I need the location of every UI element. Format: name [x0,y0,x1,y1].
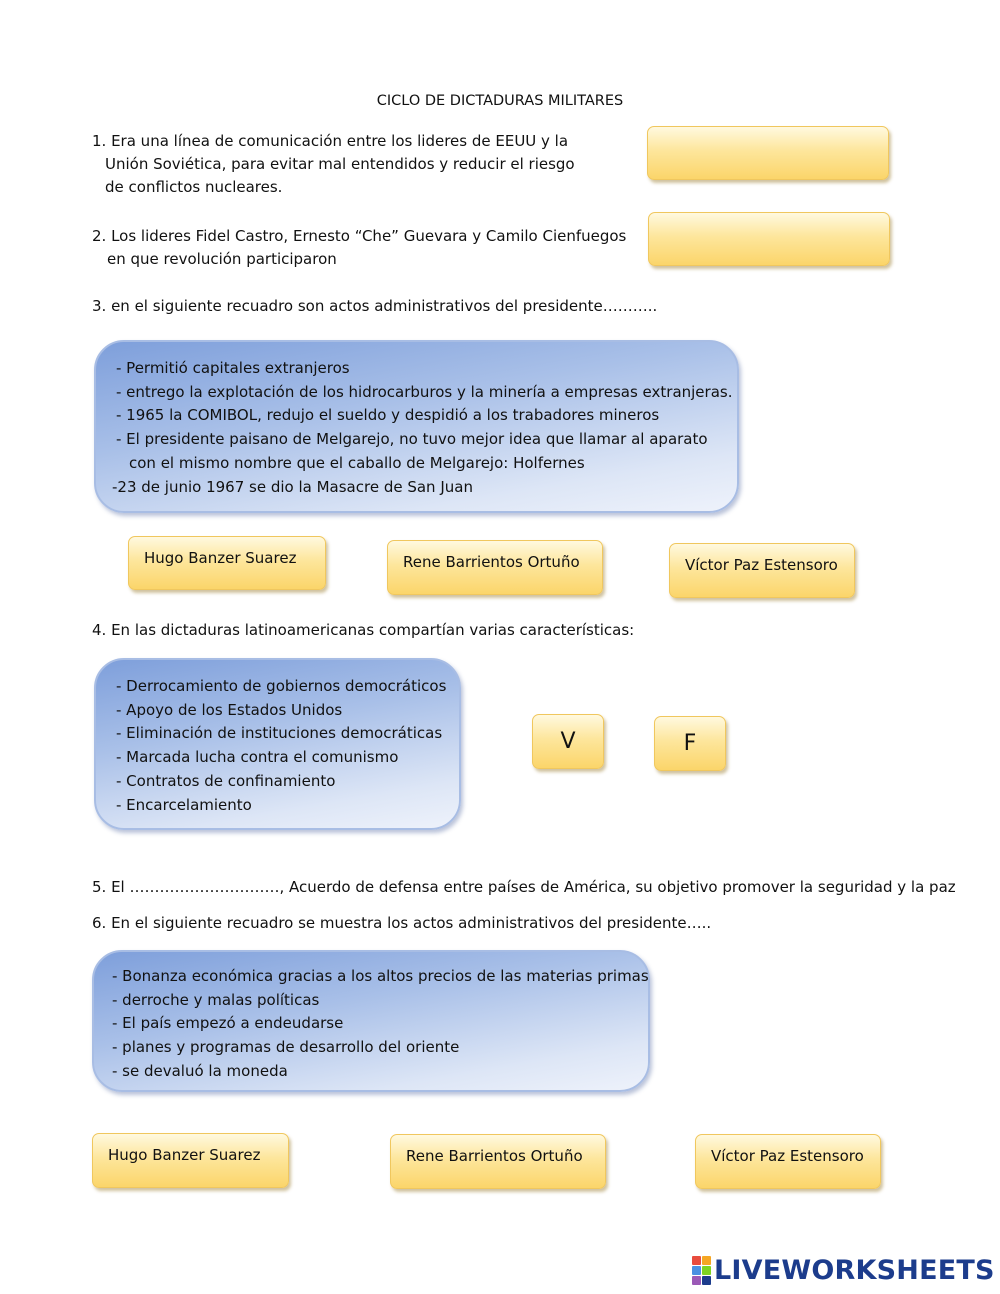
q6-info-box [92,950,650,1092]
q4-item: - Contratos de confinamiento [116,771,336,790]
q6-item: - El país empezó a endeudarse [112,1014,344,1033]
q3-item: - El presidente paisano de Melgarejo, no tuvo mejor idea que llamar al aparato [116,430,708,449]
q6-item: - se devaluó la moneda [112,1061,288,1080]
q3-option-barrientos[interactable]: Rene Barrientos Ortuño [387,540,603,595]
q4-item: - Marcada lucha contra el comunismo [116,748,399,767]
liveworksheets-wordmark: LIVEWORKSHEETS [714,1255,995,1286]
logo-mark-cell [692,1276,701,1285]
q3-item: - entrego la explotación de los hidrocarburos y la minería a empresas extranjeras. [116,382,733,401]
q4-false-button[interactable]: F [654,716,726,771]
q1-line-3: de conflictos nucleares. [105,178,283,196]
q3-option-paz-estensoro[interactable]: Víctor Paz Estensoro [669,543,855,598]
q4-true-button[interactable]: V [532,714,604,769]
q6-item: - planes y programas de desarrollo del oriente [112,1038,460,1057]
q3-prompt: 3. en el siguiente recuadro son actos administrativos del presidente……….. [92,297,658,315]
q2-answer-box[interactable] [648,212,890,266]
q4-item: - Derrocamiento de gobiernos democráticos [116,677,447,695]
liveworksheets-logo [692,1255,995,1286]
q2-line-1: 2. Los lideres Fidel Castro, Ernesto “Che” Guevara y Camilo Cienfuegos [92,227,627,245]
page-title: CICLO DE DICTADURAS MILITARES [376,93,624,109]
q3-item: - Permitió capitales extranjeros [116,359,350,377]
q5-text: 5. El …………………………, Acuerdo de defensa entre países de América, su objetivo promover la seguridad y la paz [92,878,956,896]
q4-prompt: 4. En las dictaduras latinoamericanas compartían varias características: [92,621,635,639]
logo-mark-cell [692,1266,701,1275]
q2-line-2: en que revolución participaron [107,250,337,268]
q6-option-barrientos[interactable]: Rene Barrientos Ortuño [390,1134,606,1189]
q6-prompt: 6. En el siguiente recuadro se muestra los actos administrativos del presidente….. [92,914,712,932]
q1-line-1: 1. Era una línea de comunicación entre los lideres de EEUU y la [92,132,569,150]
q4-item: - Encarcelamiento [116,795,252,814]
liveworksheets-mark-icon [692,1256,711,1285]
logo-mark-cell [702,1256,711,1265]
q6-option-banzer[interactable]: Hugo Banzer Suarez [92,1133,289,1188]
q1-line-2: Unión Soviética, para evitar mal entendidos y reducir el riesgo [105,155,575,173]
q3-item: -23 de junio 1967 se dio la Masacre de San Juan [112,477,473,496]
logo-mark-cell [692,1256,701,1265]
logo-mark-cell [702,1266,711,1275]
q6-item: - derroche y malas políticas [112,990,320,1009]
q4-item: - Apoyo de los Estados Unidos [116,700,343,719]
q4-info-box [94,658,461,830]
q3-info-box [94,340,739,513]
q3-item: con el mismo nombre que el caballo de Melgarejo: Holfernes [129,453,585,472]
q4-item: - Eliminación de instituciones democráticas [116,724,443,743]
q1-answer-box[interactable] [647,126,889,180]
q3-item: - 1965 la COMIBOL, redujo el sueldo y despidió a los trabadores mineros [116,406,660,425]
q6-item: - Bonanza económica gracias a los altos precios de las materias primas [112,967,649,985]
logo-mark-cell [702,1276,711,1285]
q3-option-banzer[interactable]: Hugo Banzer Suarez [128,536,326,590]
q6-option-paz-estensoro[interactable]: Víctor Paz Estensoro [695,1134,881,1189]
